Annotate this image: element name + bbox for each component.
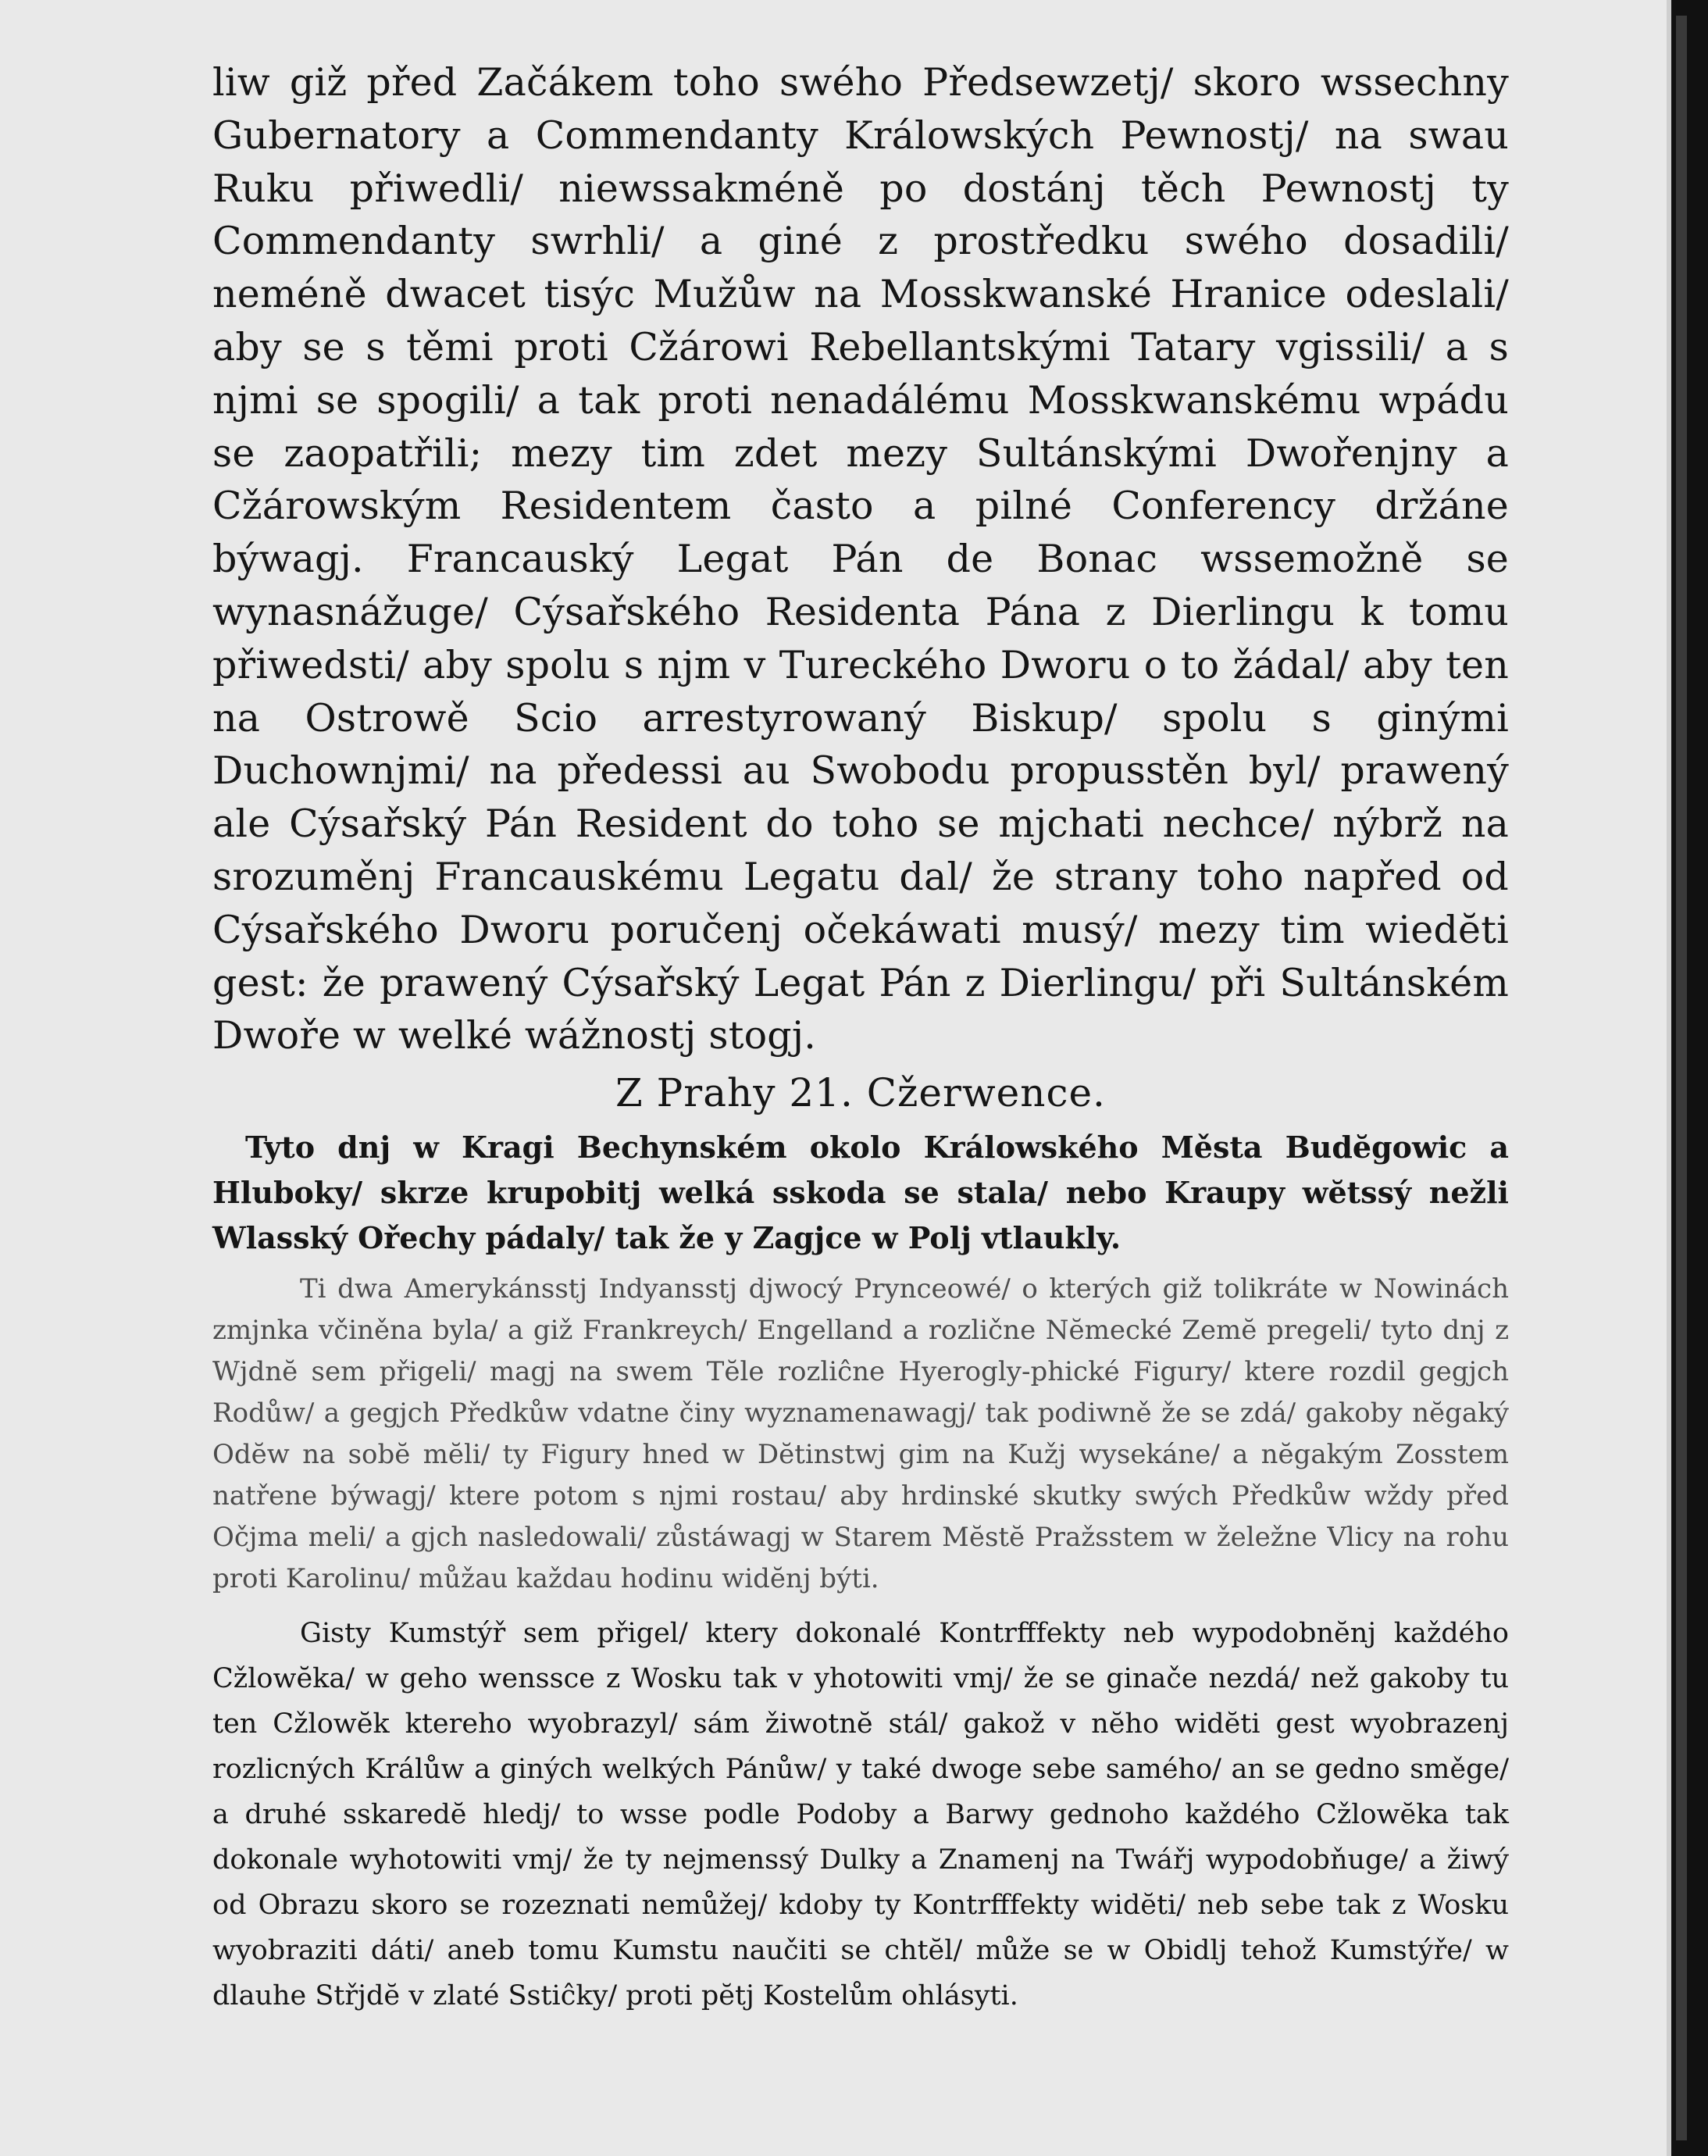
paragraph-main: liw giž před Začákem toho swého Předsewzetj/ skoro wssechny Gubernatory a Commendanty Králowských Pewnostj/ na swau Ruku přiwedli/ niewssakméně po dostánj těch Pewnostj ty Commendanty swrhli/ a giné z prostředku swého dosadili/ neméně dwacet tisýc Mužůw na Mosskwanské Hranice odeslali/ aby se s těmi proti Cžárowi Rebellantskými Tatary vgissili/ a s njmi se spogili/ a tak proti nenadálému Mosskwanskému wpádu se zaopatřili; mezy tim zdet mezy Sultánskými Dwořenjny a Cžárowským Residentem často a pilné Conferency držáne býwagj. Francauský Legat Pán de Bonac wssemožně se wynasnážuge/ Cýsařského Residenta Pána z Dierlingu k tomu přiwedsti/ aby spolu s njm v Tureckého Dworu o to žádal/ aby ten na Ostrowě Scio arrestyrowaný Biskup/ spolu s ginými Duchownjmi/ na předessi au Swobodu propusstěn byl/ prawený ale Cýsařský Pán Resident do toho se mjchati nechce/ nýbrž na srozuměnj Francauskému Legatu dal/ že strany toho napřed od Cýsařského Dworu poručenj očekáwati musý/ mezy tim wiedĕti gest: že prawený Cýsařský Legat Pán z Dierlingu/ při Sultánském Dwoře w welké wážnostj stogj. — [212, 60, 1509, 1058]
paragraph-wax: Gisty Kumstýř sem přigel/ ktery dokonalé Kontrfffekty neb wypodobnĕnj každého Cžlowĕka/ w geho wenssce z Wosku tak v yhotowiti vmj/ že se ginače nezdá/ než gakoby tu ten Cžlowĕk ktereho wyobrazyl/ sám žiwotnĕ stál/ gakož v nĕho widĕti gest wyobrazenj rozlicných Králůw a giných welkých Pánůw/ y také dwoge sebe samého/ an se gedno směge/ a druhé sskaredĕ hledj/ to wsse podle Podoby a Barwy gednoho každého Cžlowĕka tak dokonale wyhotowiti vmj/ že ty nejmenssý Dulky a Znamenj na Twářj wypodobňuge/ a žiwý od Obrazu skoro se rozeznati nemůžej/ kdoby ty Kontrfffekty widĕti/ neb sebe tak z Wosku wyobraziti dáti/ aneb tomu Kumstu naučiti se chtĕl/ může se w Obidlj tehož Kumstýře/ w dlauhe Střjdĕ v zlaté Sstiĉky/ proti pĕtj Kostelům ohlásyti. — [212, 1618, 1509, 2012]
paragraph-princes: Ti dwa Amerykánsstj Indyansstj djwocý Prynceowé/ o kterých giž tolikráte w Nowinách zmjnka včiněna byla/ a giž Frankreych/ Engelland a rozlične Nĕmecké Zemĕ pregeli/ tyto dnj z Wjdnĕ sem přigeli/ magj na swem Tĕle rozliĉne Hyerogly-phické Figury/ ktere rozdil gegjch Rodůw/ a gegjch Předkůw vdatne činy wyznamenawagj/ tak podiwně že se zdá/ gakoby nĕgaký Odĕw na sobĕ mĕli/ ty Figury hned w Dĕtinstwj gim na Kužj wysekáne/ a nĕgakým Zosstem natřene býwagj/ ktere potom s njmi rostau/ aby hrdinské skutky swých Předkůw wždy před Očjma meli/ a gjch nasledowali/ zůstáwagj w Starem Mĕstĕ Pražsstem w želežne Vlicy na rohu proti Karolinu/ můžau každau hodinu widĕnj býti. — [212, 1273, 1509, 1595]
article-body — [212, 56, 1509, 2019]
paragraph-storm: Tyto dnj w Kragi Bechynském okolo Králowského Města Budĕgowic a Hluboky/ skrze krupobitj welká sskoda se stala/ nebo Kraupy wĕtssý nežli Wlasský Ořechy pádaly/ tak že y Zagjce w Polj vtlaukly. — [212, 1130, 1509, 1256]
page-edge-shadow — [1676, 16, 1687, 2140]
dateline-heading: Z Prahy 21. Cžerwence. — [615, 1070, 1106, 1116]
